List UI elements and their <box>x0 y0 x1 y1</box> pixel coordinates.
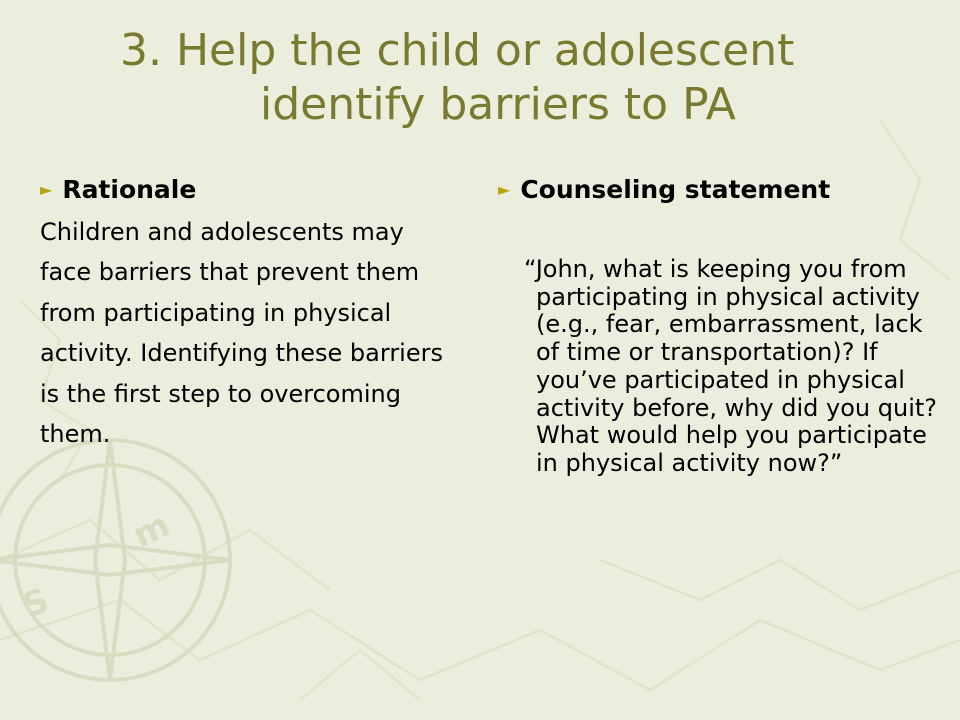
counseling-statement-text: “John, what is keeping you from participating in physical activity (e.g., fear, embarrassment, lack of time or transportation)? If you’ve participated in physical activity before, why did you quit? What would help you participate in physical activity now?” <box>524 255 938 477</box>
counseling-heading: Counseling statement <box>520 175 831 204</box>
svg-text:S: S <box>17 580 55 627</box>
counseling-column <box>498 168 953 478</box>
slide-title-line1: 3. Help the child or adolescent <box>120 25 795 76</box>
rationale-bullet <box>40 168 460 212</box>
rationale-column <box>40 168 460 454</box>
rationale-heading: Rationale <box>62 175 197 204</box>
svg-text:m: m <box>126 504 176 557</box>
rationale-text: Children and adolescents may face barriers that prevent them from participating in physical activity. Identifying these barriers is the first step to overcoming them. <box>40 218 443 449</box>
triangle-arrow-right-icon: ► <box>40 180 53 199</box>
triangle-arrow-right-icon: ► <box>498 180 511 199</box>
slide-title <box>120 24 920 132</box>
slide-title-line2: identify barriers to PA <box>260 79 736 130</box>
counseling-bullet <box>498 168 953 212</box>
